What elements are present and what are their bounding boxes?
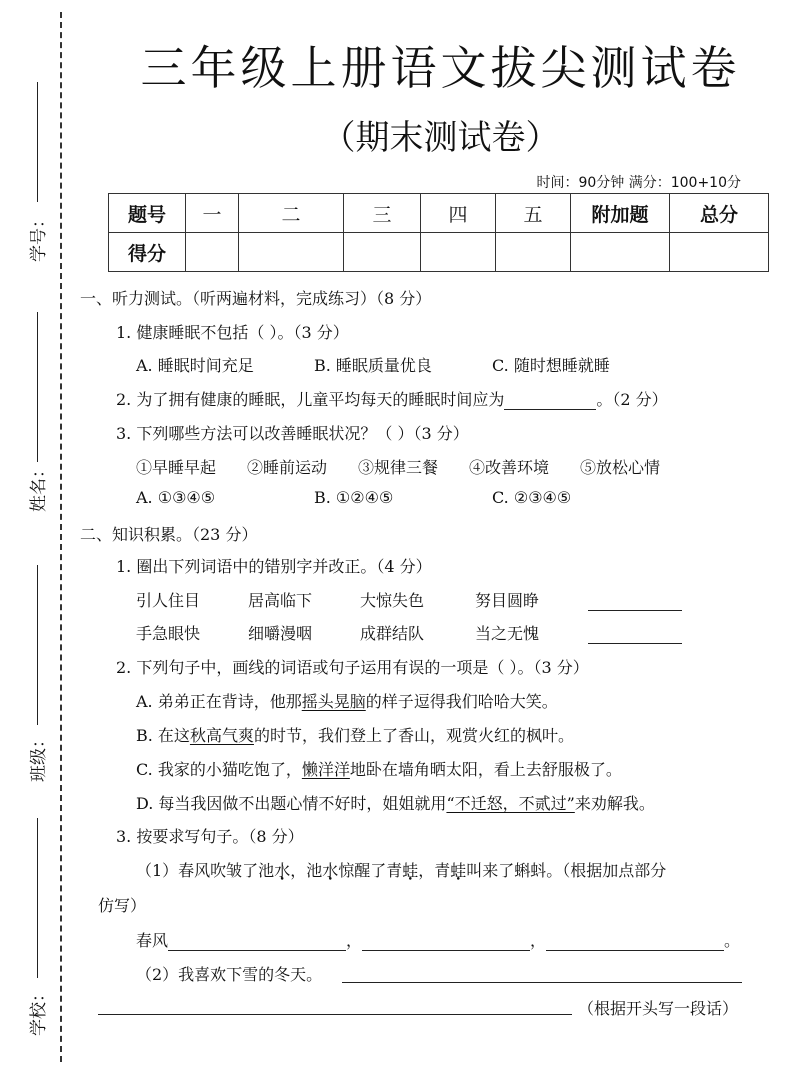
answer-blank[interactable] (588, 627, 682, 644)
dotted-char: 水 (274, 861, 291, 880)
xingming-line (37, 312, 38, 462)
s2-q2-option-c (136, 757, 622, 780)
dotted-char: 蛙 (450, 861, 467, 880)
s2-q2-option-d (136, 791, 655, 814)
s1-q3: 3. 下列哪些方法可以改善睡眠状况？（ ）（3 分） (116, 424, 469, 443)
score-cell[interactable] (670, 233, 769, 272)
option-b: B. 睡眠质量优良 (314, 356, 432, 375)
list-item: ③规律三餐 (358, 458, 439, 477)
section2-heading: 二、知识积累。（23 分） (80, 525, 258, 544)
word-item: 手急眼快 (136, 624, 201, 643)
answer-line[interactable] (342, 982, 742, 983)
table-cell: 一 (186, 194, 239, 233)
table-cell: 总分 (670, 194, 769, 233)
word-item: 努目圆睁 (475, 591, 540, 610)
comma: ， (346, 931, 363, 950)
option-text: 来劝解我。 (574, 794, 655, 813)
option-text: C. 我家的小猫吃饱了， (136, 760, 302, 779)
s2-q1: 1. 圈出下列词语中的错别字并改正。（4 分） (116, 557, 432, 576)
word-item: 大惊失色 (360, 591, 425, 610)
s2-q3-1-cont: 仿写） (98, 896, 147, 915)
answer-start: 春风 (136, 931, 169, 950)
option-c: C. 随时想睡就睡 (492, 356, 610, 375)
score-cell[interactable] (239, 233, 344, 272)
word-item: 居高临下 (248, 591, 313, 610)
xuehao-line (37, 82, 38, 202)
xuexiao-label: 学校： (29, 985, 49, 1036)
score-cell[interactable] (496, 233, 571, 272)
answer-blank[interactable] (546, 934, 724, 951)
word-item: 当之无愧 (475, 624, 540, 643)
word-item: 细嚼漫咽 (248, 624, 313, 643)
dotted-char: 蛙 (402, 861, 419, 880)
list-item: ②睡前运动 (247, 458, 328, 477)
s1-q2 (116, 387, 668, 410)
period: 。 (724, 931, 741, 950)
table-cell: 五 (496, 194, 571, 233)
list-item: ⑤放松心情 (580, 458, 661, 477)
s2-q3: 3. 按要求写句子。（8 分） (116, 827, 304, 846)
score-table-header-row (109, 194, 769, 233)
table-cell: 题号 (109, 194, 186, 233)
page-subtitle: （期末测试卷） (321, 118, 560, 158)
xingming-label: 姓名： (29, 461, 49, 512)
table-cell: 三 (344, 194, 421, 233)
option-b: B. ①②④⑤ (314, 488, 394, 507)
sentence-text: ，青 (418, 861, 451, 880)
s2-q2-option-a (136, 689, 558, 712)
section1-heading: 一、听力测试。（听两遍材料，完成练习）（8 分） (80, 289, 432, 308)
underlined-phrase: 懒洋洋 (301, 760, 350, 779)
s1-q2-text: 2. 为了拥有健康的睡眠，儿童平均每天的睡眠时间应为 (116, 390, 505, 409)
s2-q2-option-b (136, 723, 574, 746)
xuehao-label: 学号： (29, 211, 49, 262)
score-cell[interactable] (571, 233, 670, 272)
answer-blank[interactable] (362, 934, 530, 951)
page-title: 三年级上册语文拔尖测试卷 (140, 41, 741, 95)
banji-line (37, 565, 38, 725)
option-text: B. 在这 (136, 726, 190, 745)
s2-q1-row2 (136, 621, 682, 644)
sentence-text: 惊醒了青 (338, 861, 403, 880)
score-table (108, 193, 769, 272)
sentence-text: （1）春风吹皱了池 (136, 861, 275, 880)
table-cell: 四 (421, 194, 496, 233)
time-info: 时间：90分钟 满分：100+10分 (536, 175, 741, 191)
s1-q1: 1. 健康睡眠不包括（ ）。（3 分） (116, 323, 349, 342)
option-a: A. ①③④⑤ (136, 488, 216, 507)
score-cell[interactable] (186, 233, 239, 272)
score-cell[interactable] (344, 233, 421, 272)
sentence-text: ，池 (290, 861, 323, 880)
cut-line (60, 12, 62, 1062)
s1-q1-options (136, 353, 610, 376)
s2-q1-row1 (136, 588, 682, 611)
score-cell[interactable] (421, 233, 496, 272)
s2-q3-2-note: （根据开头写一段话） (578, 999, 739, 1018)
s2-q3-1 (136, 858, 666, 881)
option-text: 的样子逗得我们哈哈大笑。 (365, 692, 558, 711)
word-item: 成群结队 (360, 624, 425, 643)
answer-blank[interactable] (504, 393, 596, 410)
comma: ， (530, 931, 547, 950)
underlined-phrase: 摇头晃脑 (301, 692, 366, 711)
answer-blank[interactable] (588, 594, 682, 611)
list-item: ④改善环境 (469, 458, 550, 477)
xuexiao-line (37, 818, 38, 978)
s2-q2: 2. 下列句子中，画线的词语或句子运用有误的一项是（ ）。（3 分） (116, 658, 589, 677)
option-text: D. 每当我因做不出题心情不好时，姐姐就用 (136, 794, 447, 813)
binding-strip (0, 0, 72, 1072)
answer-line[interactable] (98, 1014, 572, 1015)
list-item: ①早睡早起 (136, 458, 217, 477)
word-item: 引人住目 (136, 591, 201, 610)
s2-q3-1-answer (136, 928, 740, 951)
underlined-phrase: 秋高气爽 (189, 726, 254, 745)
s2-q3-2: （2）我喜欢下雪的冬天。 (136, 965, 323, 984)
option-c: C. ②③④⑤ (492, 488, 572, 507)
option-text: 的时节，我们登上了香山，观赏火红的枫叶。 (253, 726, 574, 745)
option-a: A. 睡眠时间充足 (136, 356, 254, 375)
table-cell: 二 (239, 194, 344, 233)
dotted-char: 水 (322, 861, 339, 880)
s1-q3-items (136, 455, 660, 478)
table-cell: 得分 (109, 233, 186, 272)
answer-blank[interactable] (168, 934, 346, 951)
sentence-text: 叫来了蝌蚪。（根据加点部分 (466, 861, 667, 880)
option-text: A. 弟弟正在背诗，他那 (136, 692, 302, 711)
s1-q2-end: 。（2 分） (596, 390, 668, 409)
option-text: 地卧在墙角晒太阳，看上去舒服极了。 (349, 760, 622, 779)
banji-label: 班级： (29, 731, 49, 782)
s1-q3-options (136, 488, 571, 507)
underlined-phrase: “不迁怒，不贰过” (446, 794, 575, 813)
score-table-score-row (109, 233, 769, 272)
table-cell: 附加题 (571, 194, 670, 233)
